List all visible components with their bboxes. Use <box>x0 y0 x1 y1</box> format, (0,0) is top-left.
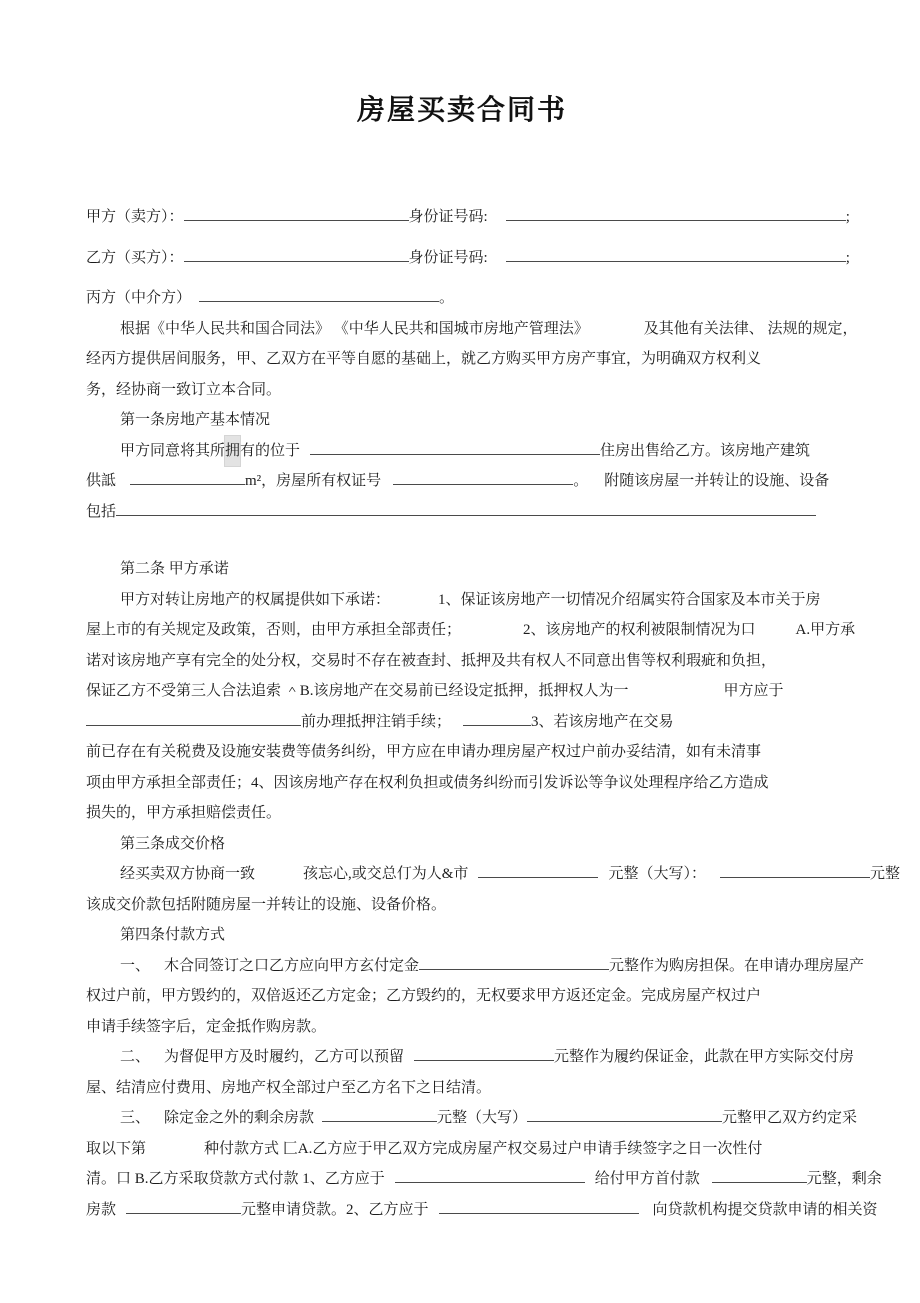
text-run: 屋、结清应付费用、房地产权全部过户至乙方名下之日结清。 <box>86 1079 492 1096</box>
text-run: 元整作为履约保证金，此款在甲方实际交付房 <box>554 1049 855 1065</box>
spacer <box>429 1213 439 1214</box>
text-run: 。 <box>573 473 589 489</box>
spacer <box>381 484 393 485</box>
article-3-line-1 <box>86 859 900 890</box>
article-4-line-9 <box>86 1195 878 1226</box>
text-run: 三、 <box>120 1110 151 1126</box>
article-4-heading <box>86 920 838 951</box>
spacer <box>488 220 506 221</box>
blank-field <box>393 469 573 485</box>
article-3-line-2 <box>86 890 838 921</box>
text-run: 保证乙方不受第三人合法追索 ＾B.该房地产在交易前已经设定抵押，抵押权人为一 <box>86 683 629 699</box>
text-run: m²，房屋所有权证号 <box>245 473 382 489</box>
text-run: 一、 <box>120 957 151 974</box>
text-run: 第一条房地产基本情况 <box>120 412 271 428</box>
blank-field <box>506 205 846 221</box>
text-run: ; <box>845 249 850 266</box>
spacer <box>385 1182 395 1183</box>
text-run: 。 <box>439 290 455 306</box>
spacer <box>146 1152 204 1153</box>
article-2-line-5 <box>86 707 838 738</box>
text-run: 有的位于 <box>240 442 301 459</box>
text-run: 给付甲方首付款 <box>594 1171 700 1187</box>
text-run: 房款 <box>86 1201 117 1218</box>
article-2-line-7 <box>86 768 838 799</box>
spacer <box>404 1060 414 1061</box>
text-run: 元整 <box>869 866 900 882</box>
text-run: 为督促甲方及时履约，乙方可以预留 <box>164 1049 405 1065</box>
contract-title: 房屋买卖合同书 <box>356 95 567 126</box>
blank-field <box>414 1045 554 1061</box>
blank-field <box>478 862 598 878</box>
article-2-line-3 <box>86 646 838 677</box>
blank-field <box>199 286 439 302</box>
spacer <box>598 877 608 878</box>
blank-field <box>184 205 409 221</box>
text-run: 第三条成交价格 <box>120 835 226 852</box>
text-run: 向贷款机构提交贷款申请的相关资 <box>652 1201 878 1218</box>
text-run: A.甲方承 <box>795 622 856 638</box>
article-4-line-7 <box>86 1134 838 1165</box>
article-2-line-4 <box>86 676 838 707</box>
text-run: 务，经协商一致订立本合同。 <box>86 381 282 398</box>
spacer <box>300 454 310 455</box>
text-run: 项由甲方承担全部责任；4、因该房地产存在权利负担或债务纠纷而引发诉讼等争议处理程序给乙方造成 <box>86 774 769 791</box>
blank-field <box>322 1106 437 1122</box>
spacer <box>390 603 438 604</box>
text-run: 屋上市的有关规定及政策，否则，由甲方承担全部责任； <box>86 622 462 638</box>
article-2-line-6 <box>86 737 838 768</box>
text-run: 元整（大写）： <box>608 866 706 882</box>
spacer <box>639 1213 653 1214</box>
text-run: 木合同签订之口乙方应向甲方玄付定金 <box>164 957 420 974</box>
article-2-line-2 <box>86 615 856 646</box>
spacer <box>700 1182 712 1183</box>
text-run: 3、若该房地产在交易 <box>531 713 674 730</box>
text-run: 1、保证该房地产一切情况介绍属实符合国家及本市关于房 <box>438 591 821 608</box>
preamble-line-2 <box>86 344 838 375</box>
text-run: 申请手续签字后，定金抵作购房款。 <box>86 1018 327 1035</box>
spacer <box>706 877 720 878</box>
blank-field <box>310 439 600 455</box>
text-run: 种付款方式 匚A.乙方应于甲乙双方完成房屋产权交易过户申请手续签字之日一次性付 <box>204 1140 763 1157</box>
text-run: 元整申请贷款。2、乙方应于 <box>241 1201 429 1218</box>
text-run: 元整作为购房担保。在申请办理房屋产 <box>609 957 865 974</box>
preamble-line-1 <box>86 314 858 345</box>
spacer <box>150 969 164 970</box>
article-2-heading <box>86 554 838 585</box>
text-run: 孩忘心,或交总仃为人&市 <box>303 866 469 882</box>
article-1-line-2 <box>86 466 838 497</box>
article-4-line-8 <box>86 1164 882 1195</box>
article-1-heading <box>86 405 838 436</box>
text-run: 前办理抵押注销手续； <box>301 713 452 730</box>
spacer <box>756 633 796 634</box>
text-run: 第二条 甲方承诺 <box>120 561 229 577</box>
blank-field <box>126 1198 241 1214</box>
article-1-line-1 <box>86 436 838 467</box>
article-3-heading <box>86 829 838 860</box>
text-run: 诺对该房地产享有完全的处分权，交易时不存在被查封、抵押及共有权人不同意出售等权利瑕疵和负担， <box>86 652 777 669</box>
article-4-line-6 <box>86 1103 858 1134</box>
spacer <box>150 1121 164 1122</box>
blank-field <box>419 954 609 970</box>
blank-field <box>720 862 870 878</box>
text-run: 元整（大写） <box>437 1110 528 1126</box>
text-run: 甲方（卖方）： <box>86 209 184 225</box>
text-run: 甲方应于 <box>723 683 784 699</box>
text-run: 经丙方提供居间服务，甲、乙双方在平等自愿的基础上，就乙方购买甲方房产事宜，为明确双方权利义 <box>86 351 762 367</box>
article-4-line-2 <box>86 981 838 1012</box>
text-run: 身份证号码: <box>408 249 488 266</box>
text-run: 甲方对转让房地产的权属提供如下承诺： <box>120 591 391 608</box>
blank-field <box>184 246 409 262</box>
text-run: 根据《中华人民共和国合同法》 《中华人民共和国城市房地产管理法》 <box>120 320 589 337</box>
text-run: 清。口 B.乙方采取贷款方式付款 1、乙方应于 <box>86 1171 385 1187</box>
text-run: 除定金之外的剩余房款 <box>164 1110 315 1126</box>
text-run: 2、该房地产的权利被限制情况为口 <box>523 622 756 638</box>
text-run: 住房出售给乙方。该房地产建筑 <box>600 442 811 459</box>
article-2-line-1 <box>86 585 838 616</box>
spacer <box>468 877 478 878</box>
text-run: 第四条付款方式 <box>120 927 226 943</box>
text-run: 损失的，甲方承担赔偿责任。 <box>86 805 282 821</box>
text-run: 取以下第 <box>86 1140 147 1157</box>
spacer <box>451 725 463 726</box>
text-run: 元整，剩余 <box>806 1171 882 1187</box>
document-body <box>86 202 900 1225</box>
text-run: 权过户前，甲方毁约的，双倍返还乙方定金；乙方毁约的，无权要求甲方返还定金。完成房屋产权过户 <box>86 988 762 1004</box>
spacer <box>461 633 523 634</box>
spacer <box>255 877 303 878</box>
spacer <box>150 1060 164 1061</box>
text-run: 元整甲乙双方约定采 <box>722 1110 858 1126</box>
blank-field <box>463 710 531 726</box>
blank-field <box>395 1167 585 1183</box>
spacer <box>314 1121 322 1122</box>
text-run: 身份证号码: <box>408 209 488 225</box>
text-run: 二、 <box>120 1049 151 1065</box>
blank-field <box>527 1106 722 1122</box>
article-4-line-5 <box>86 1073 838 1104</box>
article-4-line-4 <box>86 1042 855 1073</box>
blank-field <box>712 1167 807 1183</box>
spacer <box>116 1213 126 1214</box>
blank-field <box>439 1198 639 1214</box>
text-run: 供詆 <box>86 473 117 489</box>
blank-field <box>130 469 245 485</box>
highlighted-text: 拥 <box>225 436 240 467</box>
text-run: 经买卖双方协商一致 <box>120 866 256 882</box>
article-1-line-3 <box>86 497 838 528</box>
party-line-jiafang <box>86 202 850 233</box>
text-run: ; <box>845 209 850 225</box>
spacer <box>116 484 130 485</box>
spacer <box>629 694 724 695</box>
article-2-line-8 <box>86 798 838 829</box>
text-run: 乙方（买方）： <box>86 249 184 266</box>
preamble-line-3 <box>86 375 838 406</box>
spacer <box>588 484 604 485</box>
article-4-line-3 <box>86 1012 838 1043</box>
article-4-line-1 <box>86 951 865 982</box>
spacer <box>488 261 506 262</box>
party-line-bingfang <box>86 283 838 314</box>
text-run: 附随该房屋一并转让的设施、设备 <box>604 473 830 489</box>
spacer <box>589 332 644 333</box>
spacer <box>191 301 199 302</box>
text-run: 丙方（中介方） <box>86 290 192 306</box>
text-run: 前已存在有关税费及设施安装费等债务纠纷，甲方应在申请办理房屋产权过户前办妥结清，如有未清事 <box>86 744 762 760</box>
text-run: 甲方同意将其所 <box>120 442 226 459</box>
blank-field <box>116 500 816 516</box>
spacer <box>585 1182 595 1183</box>
blank-field <box>506 246 846 262</box>
text-run: 包括 <box>86 503 117 520</box>
text-run: 及其他有关法律、 法规的规定， <box>643 320 858 337</box>
text-run: 该成交价款包括附随房屋一并转让的设施、设备价格。 <box>86 896 447 913</box>
blank-field <box>86 710 301 726</box>
party-line-yifang <box>86 243 850 274</box>
